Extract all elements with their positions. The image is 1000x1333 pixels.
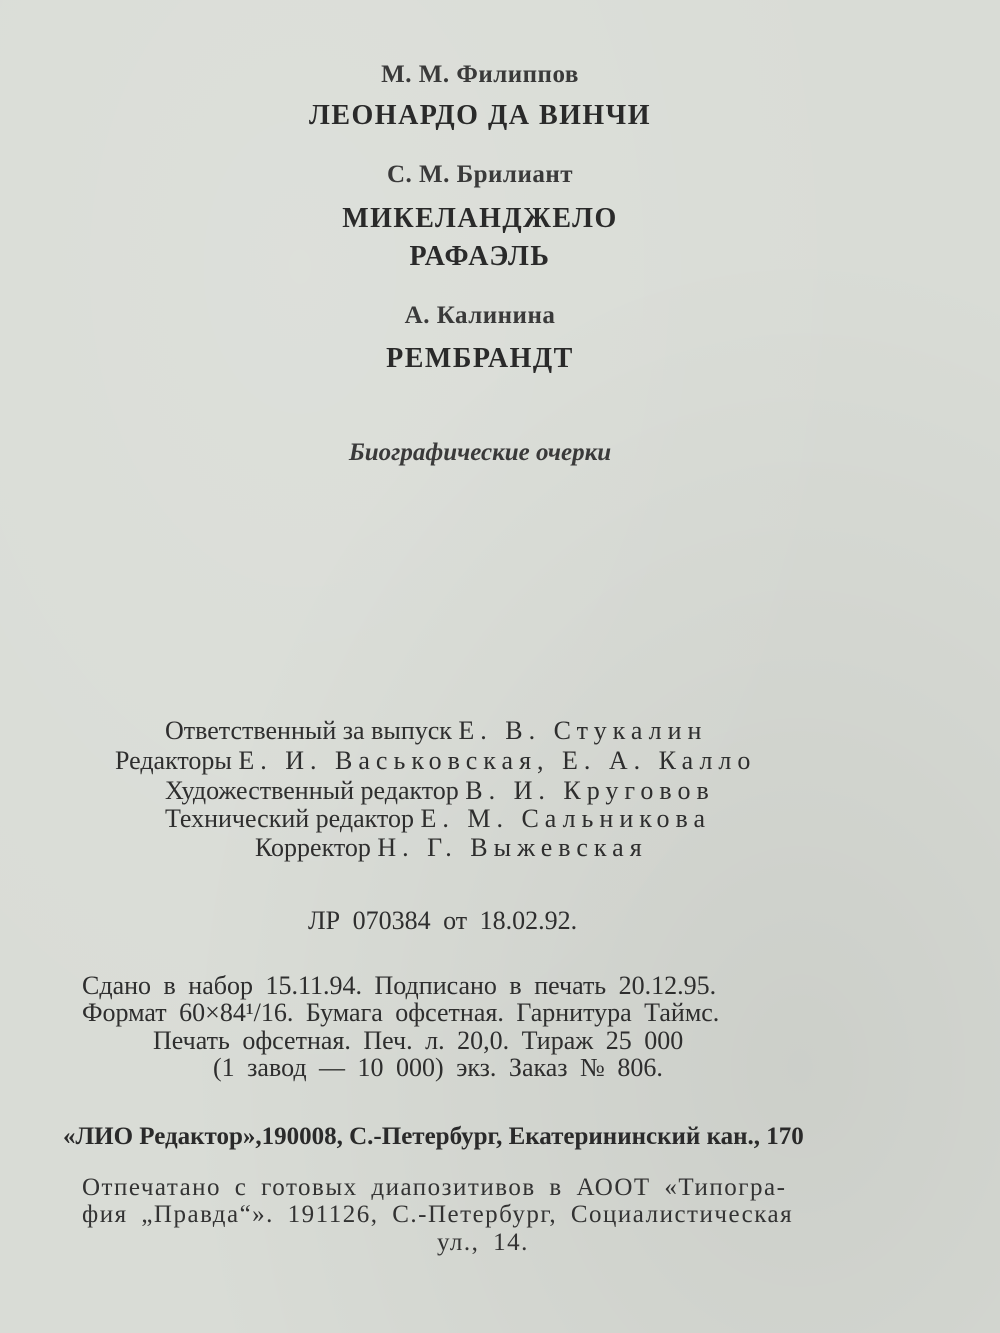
credit-proofreader <box>255 835 648 861</box>
imprint-line-4: (1 завод — 10 000) экз. Заказ № 806. <box>213 1053 663 1082</box>
author-filippov: М. М. Филиппов <box>381 61 579 88</box>
imprint-line-3: Печать офсетная. Печ. л. 20,0. Тираж 25 000 <box>153 1026 684 1055</box>
title-michelangelo: МИКЕЛАНДЖЕЛО <box>342 203 618 234</box>
credit-person: Н. Г. Выжевская <box>377 833 648 862</box>
credit-person: Е. В. Стукалин <box>458 716 708 745</box>
credit-role: Художественный редактор <box>165 776 459 805</box>
printer-line-2: фия „Правда“». 191126, С.-Петербург, Социалистическая <box>82 1201 794 1228</box>
imprint-line-2: Формат 60×84¹/16. Бумага офсетная. Гарнитура Таймс. <box>82 998 720 1027</box>
license-number: ЛР 070384 от 18.02.92. <box>308 906 578 935</box>
credit-person: Е. М. Сальникова <box>420 804 712 833</box>
credit-editors <box>115 748 756 774</box>
book-subtitle: Биографические очерки <box>348 439 612 466</box>
credit-role: Технический редактор <box>165 804 414 833</box>
publisher-address: «ЛИО Редактор»,190008, С.-Петербург, Екатерининский кан., 170 <box>63 1123 804 1150</box>
credit-person: В. И. Круговов <box>465 776 715 805</box>
credit-person: Е. И. Васьковская, Е. А. Калло <box>238 746 757 775</box>
credit-role: Ответственный за выпуск <box>165 716 452 745</box>
credit-role: Редакторы <box>115 746 232 775</box>
imprint-line-1: Сдано в набор 15.11.94. Подписано в печать 20.12.95. <box>82 971 717 1000</box>
title-rembrandt: РЕМБРАНДТ <box>386 343 574 374</box>
credit-tech-editor <box>165 806 711 832</box>
author-kalinina: А. Калинина <box>404 302 556 329</box>
printer-line-3: ул., 14. <box>437 1229 529 1256</box>
credit-role: Корректор <box>255 833 371 862</box>
title-leonardo: ЛЕОНАРДО ДА ВИНЧИ <box>308 100 652 131</box>
printer-line-1: Отпечатано с готовых диапозитивов в АООТ «Типогра- <box>82 1174 787 1201</box>
title-raphael: РАФАЭЛЬ <box>409 241 551 272</box>
credit-art-editor <box>165 778 715 804</box>
author-briliant: С. М. Брилиант <box>386 161 574 188</box>
credit-responsible <box>165 718 707 744</box>
